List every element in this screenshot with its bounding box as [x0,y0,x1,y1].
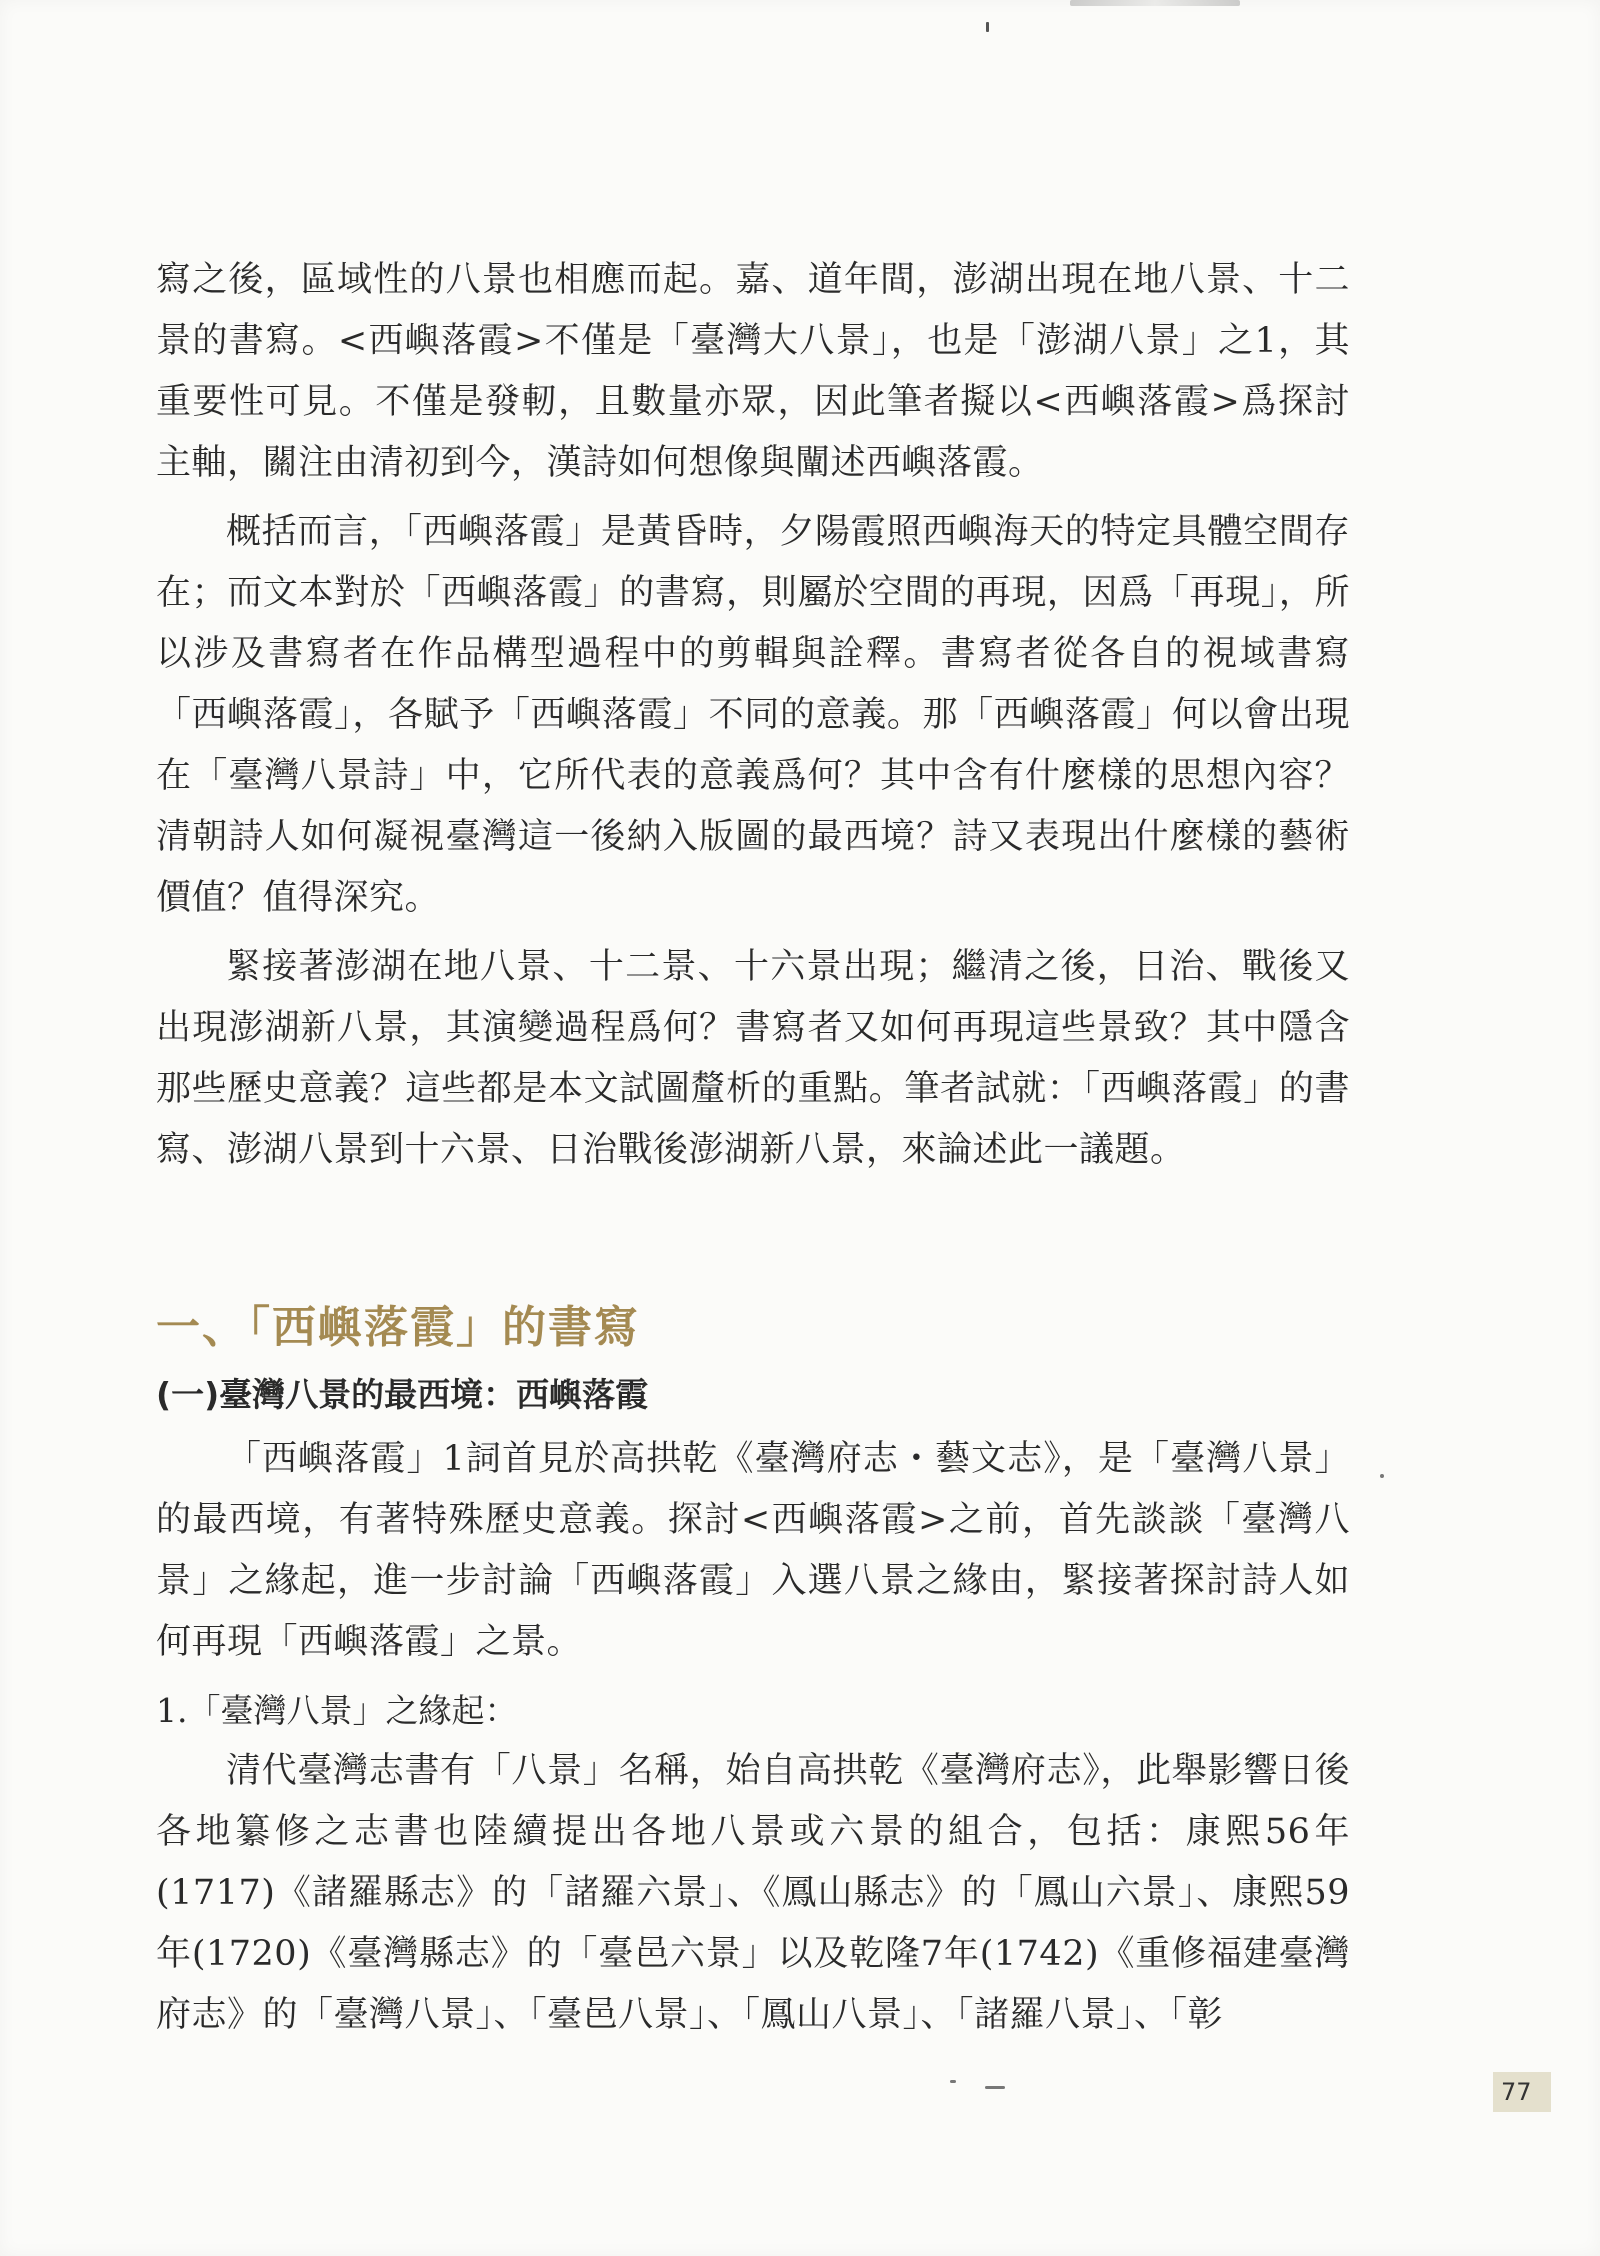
sub-heading: (一)臺灣八景的最西境：西嶼落霞 [156,1375,649,1414]
scan-speck [950,2080,956,2083]
scan-mark [1070,0,1240,6]
intro-paragraph-2: 概括而言，「西嶼落霞」是黃昏時，夕陽霞照西嶼海天的特定具體空間存在；而文本對於「西嶼落霞」的書寫，則屬於空間的再現，因爲「再現」，所以涉及書寫者在作品構型過程中的剪輯與詮釋。書寫者從各自的視域書寫「西嶼落霞」，各賦予「西嶼落霞」不同的意義。那「西嶼落霞」何以會出現在「臺灣八景詩」中，它所代表的意義爲何？其中含有什麼樣的思想內容？清朝詩人如何凝視臺灣這一後納入版圖的最西境？詩又表現出什麼樣的藝術價值？值得深究。 [156,512,1350,918]
section-paragraph: 「西嶼落霞」1詞首見於高拱乾《臺灣府志・藝文志》，是「臺灣八景」的最西境，有著特殊歷史意義。探討<西嶼落霞>之前，首先談談「臺灣八景」之緣起，進一步討論「西嶼落霞」入選八景之緣由，緊接著探討詩人如何再現「西嶼落霞」之景。 [156,1439,1350,1662]
intro-paragraph-3: 緊接著澎湖在地八景、十二景、十六景出現；繼清之後，日治、戰後又出現澎湖新八景，其演變過程爲何？書寫者又如何再現這些景致？其中隱含那些歷史意義？這些都是本文試圖釐析的重點。筆者試就：「西嶼落霞」的書寫、澎湖八景到十六景、日治戰後澎湖新八景，來論述此一議題。 [156,947,1350,1170]
section-heading: 一、「西嶼落霞」的書寫 [156,1302,640,1353]
scan-speck [986,22,989,32]
scan-speck [985,2086,1005,2089]
list-label: 1.「臺灣八景」之緣起： [156,1691,518,1730]
intro-paragraph-1: 寫之後，區域性的八景也相應而起。嘉、道年間，澎湖出現在地八景、十二景的書寫。<西嶼落霞>不僅是「臺灣大八景」，也是「澎湖八景」之1，其重要性可見。不僅是發軔，且數量亦眾，因此筆者擬以<西嶼落霞>爲探討主軸，關注由清初到今，漢詩如何想像與闡述西嶼落霞。 [156,260,1350,483]
page-body [156,250,1350,2054]
scan-speck [1380,1474,1384,1478]
page-number: 77 [1493,2072,1551,2112]
origin-paragraph: 清代臺灣志書有「八景」名稱，始自高拱乾《臺灣府志》，此舉影響日後各地纂修之志書也陸續提出各地八景或六景的組合，包括：康熙56年(1717)《諸羅縣志》的「諸羅六景」、《鳳山縣志》的「鳳山六景」、康熙59年(1720)《臺灣縣志》的「臺邑六景」以及乾隆7年(1742)《重修福建臺灣府志》的「臺灣八景」、「臺邑八景」、「鳳山八景」、「諸羅八景」、「彰 [156,1751,1350,2035]
